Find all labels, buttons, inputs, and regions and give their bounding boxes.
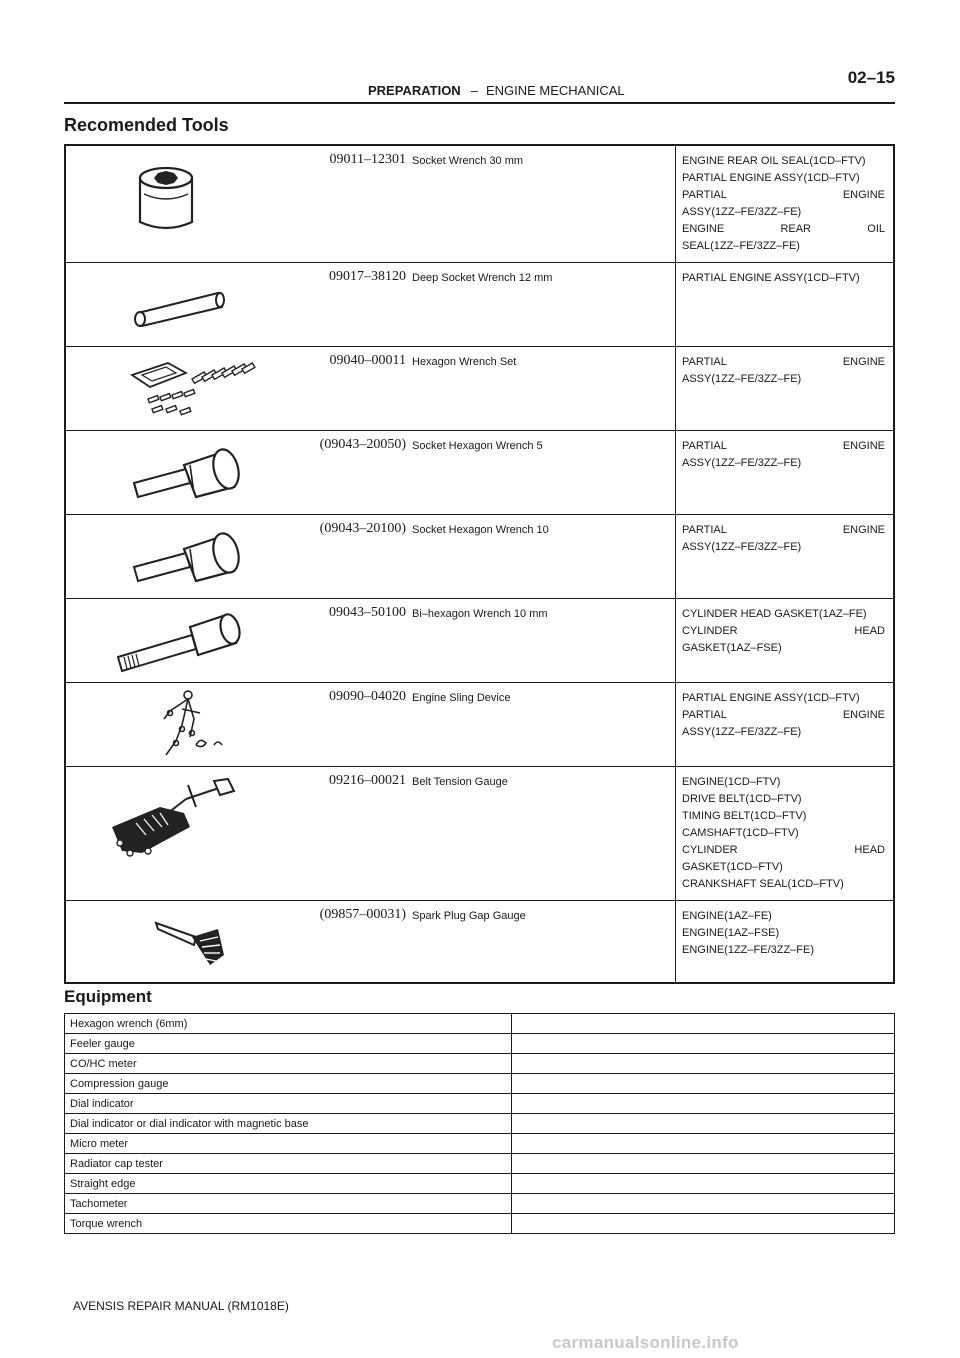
page-header — [64, 62, 895, 104]
tool-row — [66, 901, 893, 982]
equipment-item: Dial indicator — [65, 1094, 512, 1114]
belt-tension-gauge-icon — [102, 777, 242, 873]
equipment-note — [512, 1174, 895, 1194]
tool-usage — [676, 901, 893, 982]
watermark: carmanualsonline.info — [552, 1333, 739, 1352]
usage-line: ENGINE(1AZ–FE) — [682, 910, 772, 922]
tool-usage — [676, 599, 893, 682]
usage-line: CYLINDER HEAD GASKET(1AZ–FE) — [682, 608, 867, 620]
table-row — [65, 1034, 895, 1054]
usage-line: PARTIAL ENGINE — [682, 709, 885, 721]
equipment-item: Feeler gauge — [65, 1034, 512, 1054]
tool-usage — [676, 767, 893, 900]
usage-line: PARTIAL ENGINE — [682, 356, 885, 368]
socket-hexagon-icon — [130, 441, 250, 507]
equipment-note — [512, 1134, 895, 1154]
table-row — [65, 1154, 895, 1174]
tool-usage — [676, 263, 893, 346]
table-row — [65, 1094, 895, 1114]
deep-socket-icon — [132, 287, 228, 327]
tool-name: Bi–hexagon Wrench 10 mm — [406, 599, 676, 682]
usage-line: SEAL(1ZZ–FE/3ZZ–FE) — [682, 240, 800, 252]
usage-line: CAMSHAFT(1CD–FTV) — [682, 827, 799, 839]
equipment-note — [512, 1054, 895, 1074]
equipment-item: Straight edge — [65, 1174, 512, 1194]
socket-wrench-icon — [136, 164, 196, 236]
equipment-note — [512, 1114, 895, 1134]
equipment-note — [512, 1094, 895, 1114]
usage-line: PARTIAL ENGINE ASSY(1CD–FTV) — [682, 172, 860, 184]
usage-line: PARTIAL ENGINE — [682, 524, 885, 536]
usage-line: DRIVE BELT(1CD–FTV) — [682, 793, 802, 805]
part-number: 09017–38120 — [329, 269, 406, 284]
equipment-title: Equipment — [64, 987, 152, 1006]
table-row — [65, 1114, 895, 1134]
tool-usage — [676, 683, 893, 766]
tool-name: Belt Tension Gauge — [406, 767, 676, 900]
tool-row — [66, 515, 893, 599]
usage-line: TIMING BELT(1CD–FTV) — [682, 810, 807, 822]
tool-row — [66, 599, 893, 683]
usage-line: PARTIAL ENGINE — [682, 189, 885, 201]
spark-plug-gap-gauge-icon — [152, 915, 228, 971]
equipment-item: Dial indicator or dial indicator with magnetic base — [65, 1114, 512, 1134]
equipment-item: Torque wrench — [65, 1214, 512, 1234]
usage-line: PARTIAL ENGINE ASSY(1CD–FTV) — [682, 272, 860, 284]
part-number: 09090–04020 — [329, 689, 406, 704]
usage-line: PARTIAL ENGINE ASSY(1CD–FTV) — [682, 692, 860, 704]
table-row — [65, 1014, 895, 1034]
header-subsection: ENGINE MECHANICAL — [485, 83, 625, 98]
tool-name: Hexagon Wrench Set — [406, 347, 676, 430]
equipment-item: Tachometer — [65, 1194, 512, 1214]
usage-line: ENGINE(1CD–FTV) — [682, 776, 781, 788]
part-number: 09043–50100 — [329, 605, 406, 620]
tool-name: Spark Plug Gap Gauge — [406, 901, 676, 982]
tool-name: Socket Hexagon Wrench 10 — [406, 515, 676, 598]
part-number: (09043–20100) — [319, 521, 406, 536]
equipment-item: Compression gauge — [65, 1074, 512, 1094]
header-section: PREPARATION — [368, 83, 461, 98]
usage-line: GASKET(1CD–FTV) — [682, 861, 783, 873]
tool-row — [66, 767, 893, 901]
page-number: 02–15 — [847, 68, 895, 87]
table-row — [65, 1074, 895, 1094]
engine-sling-icon — [156, 689, 276, 763]
table-row — [65, 1134, 895, 1154]
tool-name: Engine Sling Device — [406, 683, 676, 766]
part-number: 09216–00021 — [329, 773, 406, 788]
table-row — [65, 1174, 895, 1194]
tool-row — [66, 146, 893, 263]
equipment-note — [512, 1194, 895, 1214]
tool-name: Socket Wrench 30 mm — [406, 146, 676, 262]
usage-line: ASSY(1ZZ–FE/3ZZ–FE) — [682, 541, 802, 553]
tool-usage — [676, 431, 893, 514]
usage-line: CYLINDER HEAD — [682, 625, 885, 637]
tool-usage — [676, 347, 893, 430]
part-number: (09857–00031) — [319, 907, 406, 922]
tool-name: Deep Socket Wrench 12 mm — [406, 263, 676, 346]
equipment-item: Radiator cap tester — [65, 1154, 512, 1174]
usage-line: ASSY(1ZZ–FE/3ZZ–FE) — [682, 457, 802, 469]
usage-line: ENGINE REAR OIL SEAL(1CD–FTV) — [682, 155, 866, 167]
usage-line: CRANKSHAFT SEAL(1CD–FTV) — [682, 878, 844, 890]
part-number: 09040–00011 — [329, 353, 406, 368]
usage-line: ENGINE(1AZ–FSE) — [682, 927, 780, 939]
part-number: (09043–20050) — [319, 437, 406, 452]
equipment-note — [512, 1154, 895, 1174]
usage-line: ASSY(1ZZ–FE/3ZZ–FE) — [682, 726, 802, 738]
hexagon-wrench-set-icon — [128, 359, 258, 421]
tool-usage — [676, 515, 893, 598]
table-row — [65, 1194, 895, 1214]
equipment-note — [512, 1074, 895, 1094]
equipment-note — [512, 1214, 895, 1234]
socket-hexagon-icon — [130, 525, 250, 591]
equipment-note — [512, 1014, 895, 1034]
usage-line: CYLINDER HEAD — [682, 844, 885, 856]
usage-line: PARTIAL ENGINE — [682, 440, 885, 452]
usage-line: ASSY(1ZZ–FE/3ZZ–FE) — [682, 373, 802, 385]
usage-line: GASKET(1AZ–FSE) — [682, 642, 782, 654]
tool-usage — [676, 146, 893, 262]
table-row — [65, 1214, 895, 1234]
table-row — [65, 1054, 895, 1074]
tools-title: Recomended Tools — [64, 115, 229, 135]
tool-name: Socket Hexagon Wrench 5 — [406, 431, 676, 514]
usage-line: ASSY(1ZZ–FE/3ZZ–FE) — [682, 206, 802, 218]
part-number: 09011–12301 — [329, 152, 406, 167]
usage-line: ENGINE(1ZZ–FE/3ZZ–FE) — [682, 944, 815, 956]
tool-row — [66, 263, 893, 347]
equipment-item: CO/HC meter — [65, 1054, 512, 1074]
equipment-note — [512, 1034, 895, 1054]
usage-line: ENGINE REAR OIL — [682, 223, 885, 235]
equipment-item: Micro meter — [65, 1134, 512, 1154]
tool-row — [66, 431, 893, 515]
header-separator: – — [470, 83, 478, 98]
tool-row — [66, 347, 893, 431]
bi-hexagon-wrench-icon — [114, 607, 246, 675]
tools-table — [64, 144, 895, 984]
tool-row — [66, 683, 893, 767]
equipment-table — [64, 1013, 895, 1234]
equipment-item: Hexagon wrench (6mm) — [65, 1014, 512, 1034]
footer-manual-id: AVENSIS REPAIR MANUAL (RM1018E) — [73, 1299, 289, 1313]
header-title — [368, 83, 625, 98]
